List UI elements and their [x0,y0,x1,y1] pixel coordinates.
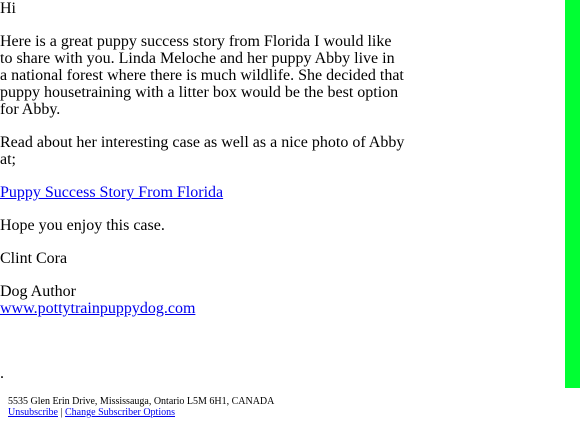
intro-paragraph: Here is a great puppy success story from Florida I would like to share with you. Linda Meloche and her puppy Abby live in a national forest where there is much wildlife. She decided that puppy housetraining with a litter box would be the best option for Abby. [0,33,404,118]
spacer [0,168,405,184]
footer-links [8,407,274,418]
signature-link-line [0,300,405,317]
footer-address: 5535 Glen Erin Drive, Mississauga, Ontario L5M 6H1, CANADA [8,396,275,407]
story-link[interactable]: Puppy Success Story From Florida [0,184,224,201]
spacer [0,333,405,349]
spacer [0,234,405,250]
spacer [0,317,405,333]
trailing-dot: . [0,365,4,382]
accent-bar [565,0,580,388]
email-footer [8,396,274,418]
spacer [0,118,405,134]
change-subscriber-options-link[interactable]: Change Subscriber Options [65,407,176,418]
signature-name: Clint Cora [0,250,68,267]
greeting: Hi [0,0,16,17]
signature-title: Dog Author [0,283,76,300]
read-about-paragraph: Read about her interesting case as well as a nice photo of Abby at; [0,134,405,168]
spacer [0,17,405,33]
website-link[interactable]: www.pottytrainpuppydog.com [0,300,196,317]
story-link-line [0,184,405,201]
footer-separator: | [60,407,63,418]
spacer [0,267,405,283]
unsubscribe-link[interactable]: Unsubscribe [8,407,58,418]
closing-paragraph: Hope you enjoy this case. [0,217,165,234]
spacer [0,349,405,365]
spacer [0,201,405,217]
